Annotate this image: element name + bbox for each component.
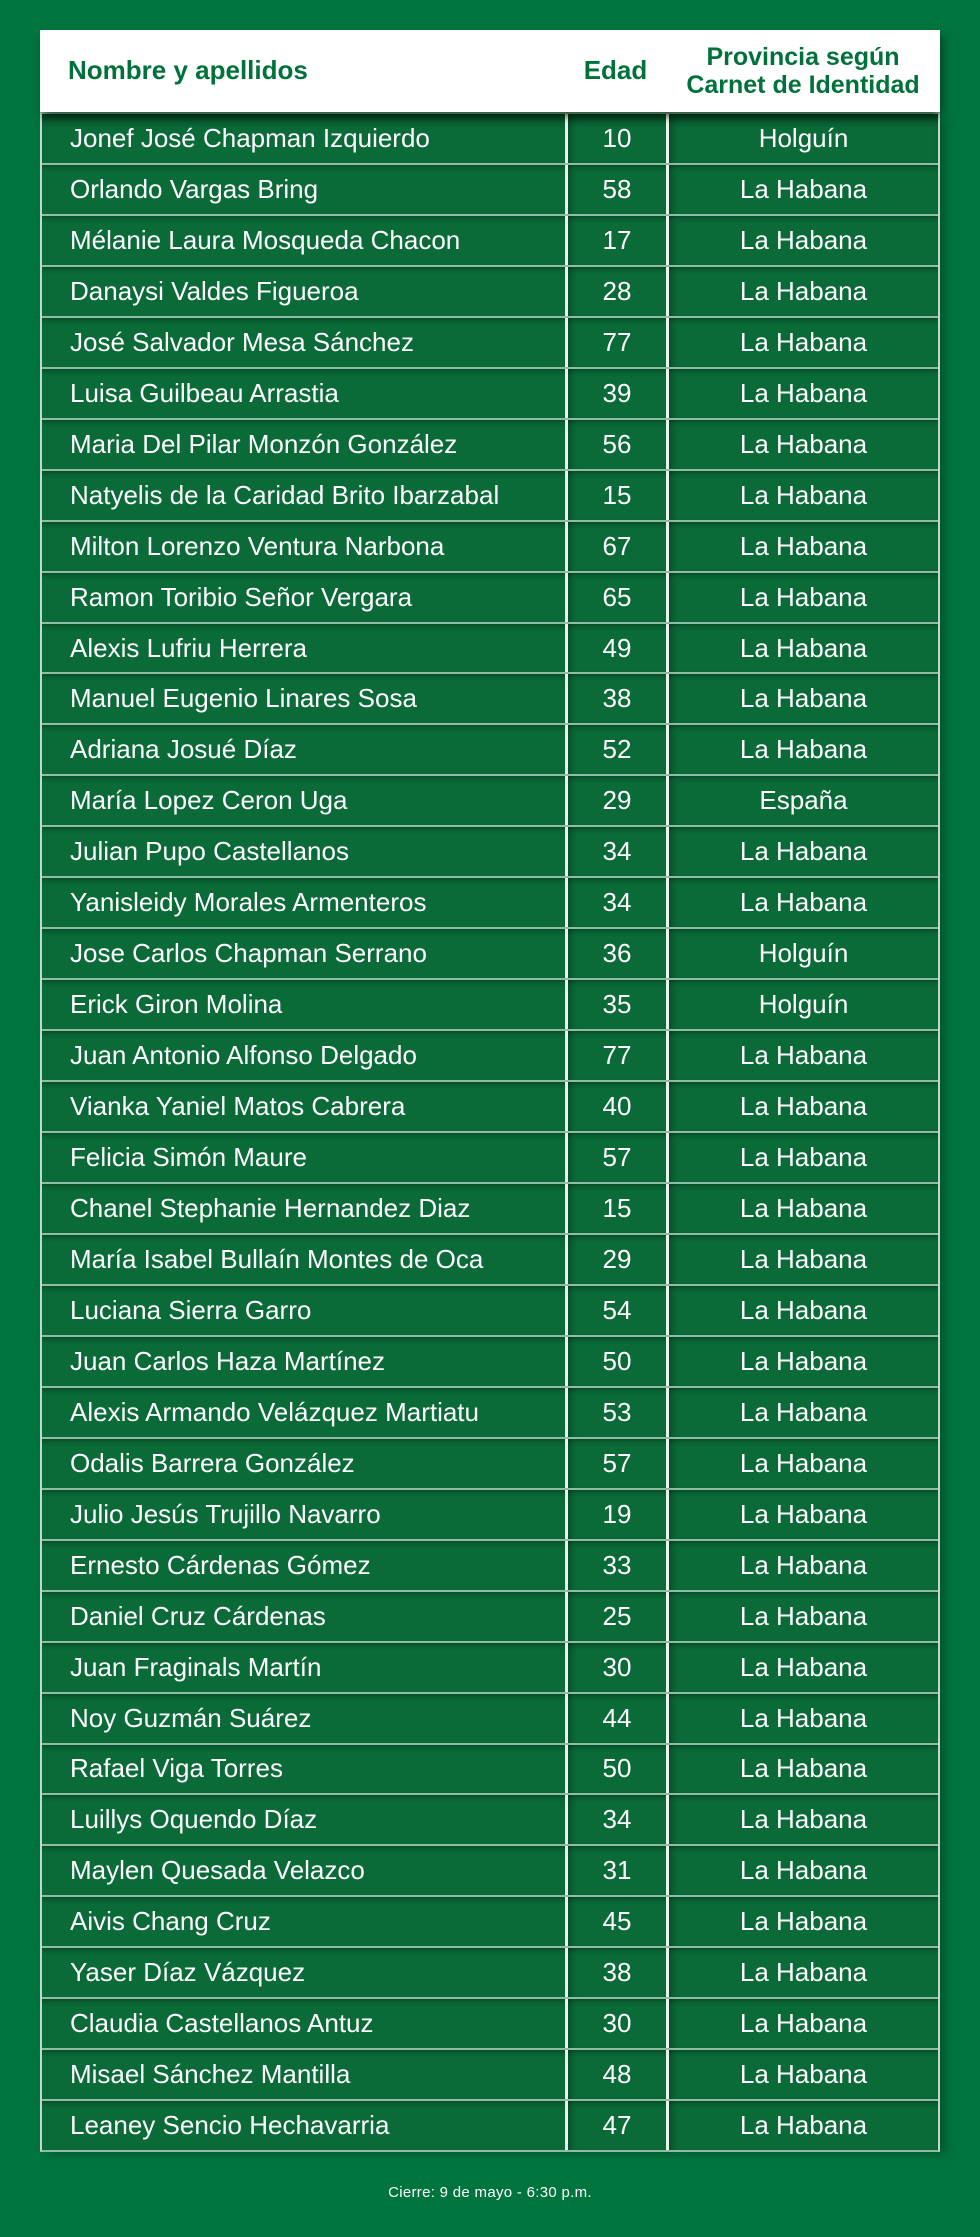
age-cell: 65 bbox=[565, 573, 666, 622]
province-cell: La Habana bbox=[666, 267, 938, 316]
name-cell: Mélanie Laura Mosqueda Chacon bbox=[70, 224, 461, 255]
table-row bbox=[42, 929, 938, 980]
province-cell: La Habana bbox=[666, 1184, 938, 1233]
province-cell: La Habana bbox=[666, 318, 938, 367]
closing-note: Cierre: 9 de mayo - 6:30 p.m. bbox=[388, 2184, 592, 2201]
table-row bbox=[42, 674, 938, 725]
table-row bbox=[42, 1694, 938, 1745]
province-cell: La Habana bbox=[666, 1388, 938, 1437]
name-cell: Jose Carlos Chapman Serrano bbox=[70, 938, 427, 969]
province-cell: La Habana bbox=[666, 878, 938, 927]
province-cell: La Habana bbox=[666, 573, 938, 622]
table-row bbox=[42, 624, 938, 675]
province-cell: Holguín bbox=[666, 114, 938, 163]
name-cell: Maria Del Pilar Monzón González bbox=[70, 428, 458, 459]
age-cell: 35 bbox=[565, 980, 666, 1029]
province-cell: La Habana bbox=[666, 471, 938, 520]
age-cell: 15 bbox=[565, 471, 666, 520]
name-cell: Alexis Lufriu Herrera bbox=[70, 632, 307, 663]
age-cell: 57 bbox=[565, 1439, 666, 1488]
age-cell: 50 bbox=[565, 1745, 666, 1794]
age-cell: 38 bbox=[565, 674, 666, 723]
table-row bbox=[42, 420, 938, 471]
province-cell: La Habana bbox=[666, 420, 938, 469]
table-row bbox=[42, 980, 938, 1031]
table-row bbox=[42, 878, 938, 929]
age-cell: 50 bbox=[565, 1337, 666, 1386]
name-cell: Chanel Stephanie Hernandez Diaz bbox=[70, 1192, 471, 1223]
age-cell: 19 bbox=[565, 1490, 666, 1539]
table-header bbox=[40, 30, 940, 112]
age-cell: 31 bbox=[565, 1846, 666, 1895]
province-cell: La Habana bbox=[666, 1082, 938, 1131]
province-cell: La Habana bbox=[666, 1133, 938, 1182]
age-cell: 17 bbox=[565, 216, 666, 265]
age-cell: 34 bbox=[565, 878, 666, 927]
age-cell: 30 bbox=[565, 1999, 666, 2048]
age-cell: 34 bbox=[565, 1795, 666, 1844]
name-cell: Vianka Yaniel Matos Cabrera bbox=[70, 1091, 406, 1122]
table-row bbox=[42, 1897, 938, 1948]
province-cell: La Habana bbox=[666, 1846, 938, 1895]
table-row bbox=[42, 1031, 938, 1082]
name-cell: Juan Fraginals Martín bbox=[70, 1651, 322, 1682]
name-cell: Adriana Josué Díaz bbox=[70, 734, 297, 765]
table-row bbox=[42, 1490, 938, 1541]
header-province-column: Provincia según Carnet de Identidad bbox=[686, 43, 920, 99]
province-cell: La Habana bbox=[666, 1337, 938, 1386]
province-cell: La Habana bbox=[666, 1999, 938, 2048]
name-cell: Odalis Barrera González bbox=[70, 1447, 355, 1478]
name-cell: Noy Guzmán Suárez bbox=[70, 1702, 312, 1733]
province-cell: La Habana bbox=[666, 1897, 938, 1946]
table-row bbox=[42, 1133, 938, 1184]
table-row bbox=[42, 573, 938, 624]
province-cell: La Habana bbox=[666, 1745, 938, 1794]
name-cell: Natyelis de la Caridad Brito Ibarzabal bbox=[70, 479, 500, 510]
table-row bbox=[42, 165, 938, 216]
province-cell: La Habana bbox=[666, 1490, 938, 1539]
table-row bbox=[42, 1745, 938, 1796]
province-cell: La Habana bbox=[666, 1541, 938, 1590]
age-cell: 67 bbox=[565, 522, 666, 571]
age-cell: 38 bbox=[565, 1948, 666, 1997]
province-cell: La Habana bbox=[666, 1592, 938, 1641]
age-cell: 36 bbox=[565, 929, 666, 978]
age-cell: 49 bbox=[565, 624, 666, 673]
name-cell: Daniel Cruz Cárdenas bbox=[70, 1600, 326, 1631]
name-cell: Luisa Guilbeau Arrastia bbox=[70, 377, 339, 408]
name-cell: José Salvador Mesa Sánchez bbox=[70, 326, 414, 357]
province-cell: La Habana bbox=[666, 1286, 938, 1335]
header-age-column: Edad bbox=[583, 55, 648, 86]
province-cell: La Habana bbox=[666, 624, 938, 673]
table-row bbox=[42, 1184, 938, 1235]
province-cell: La Habana bbox=[666, 1948, 938, 1997]
age-cell: 77 bbox=[565, 318, 666, 367]
name-cell: Jonef José Chapman Izquierdo bbox=[70, 122, 430, 153]
table-row bbox=[42, 776, 938, 827]
age-cell: 29 bbox=[565, 776, 666, 825]
name-cell: Luciana Sierra Garro bbox=[70, 1294, 312, 1325]
table-row bbox=[42, 725, 938, 776]
table-row bbox=[42, 2101, 938, 2150]
name-cell: Claudia Castellanos Antuz bbox=[70, 2008, 374, 2039]
age-cell: 39 bbox=[565, 369, 666, 418]
table-row bbox=[42, 1795, 938, 1846]
name-cell: Luillys Oquendo Díaz bbox=[70, 1804, 318, 1835]
province-cell: La Habana bbox=[666, 165, 938, 214]
province-cell: La Habana bbox=[666, 1643, 938, 1692]
name-cell: Juan Antonio Alfonso Delgado bbox=[70, 1040, 417, 1071]
table-row bbox=[42, 267, 938, 318]
province-cell: La Habana bbox=[666, 1235, 938, 1284]
age-cell: 77 bbox=[565, 1031, 666, 1080]
table-row bbox=[42, 114, 938, 165]
age-cell: 58 bbox=[565, 165, 666, 214]
province-cell: España bbox=[666, 776, 938, 825]
province-cell: La Habana bbox=[666, 2101, 938, 2150]
age-cell: 53 bbox=[565, 1388, 666, 1437]
table-row bbox=[42, 1286, 938, 1337]
name-cell: Maylen Quesada Velazco bbox=[70, 1855, 365, 1886]
age-cell: 28 bbox=[565, 267, 666, 316]
age-cell: 54 bbox=[565, 1286, 666, 1335]
name-cell: Danaysi Valdes Figueroa bbox=[70, 275, 359, 306]
age-cell: 45 bbox=[565, 1897, 666, 1946]
age-cell: 52 bbox=[565, 725, 666, 774]
table-row bbox=[42, 471, 938, 522]
name-cell: Ramon Toribio Señor Vergara bbox=[70, 581, 413, 612]
name-cell: Manuel Eugenio Linares Sosa bbox=[70, 683, 417, 714]
province-cell: La Habana bbox=[666, 216, 938, 265]
province-cell: Holguín bbox=[666, 980, 938, 1029]
table-row bbox=[42, 1082, 938, 1133]
age-cell: 10 bbox=[565, 114, 666, 163]
age-cell: 48 bbox=[565, 2050, 666, 2099]
name-cell: Misael Sánchez Mantilla bbox=[70, 2059, 351, 2090]
age-cell: 33 bbox=[565, 1541, 666, 1590]
table-row bbox=[42, 369, 938, 420]
name-cell: Felicia Simón Maure bbox=[70, 1142, 307, 1173]
province-cell: La Habana bbox=[666, 827, 938, 876]
name-cell: Leaney Sencio Hechavarria bbox=[70, 2110, 390, 2141]
age-cell: 34 bbox=[565, 827, 666, 876]
name-cell: Aivis Chang Cruz bbox=[70, 1906, 271, 1937]
name-cell: Yanisleidy Morales Armenteros bbox=[70, 887, 427, 918]
table-row bbox=[42, 318, 938, 369]
name-cell: Juan Carlos Haza Martínez bbox=[70, 1345, 386, 1376]
name-cell: Orlando Vargas Bring bbox=[70, 173, 319, 204]
table-row bbox=[42, 522, 938, 573]
province-cell: La Habana bbox=[666, 1031, 938, 1080]
table-row bbox=[42, 1643, 938, 1694]
name-cell: María Lopez Ceron Uga bbox=[70, 785, 348, 816]
table-row bbox=[42, 1592, 938, 1643]
age-cell: 57 bbox=[565, 1133, 666, 1182]
table-row bbox=[42, 827, 938, 878]
header-name-column: Nombre y apellidos bbox=[68, 55, 308, 86]
name-cell: Alexis Armando Velázquez Martiatu bbox=[70, 1396, 479, 1427]
table-row bbox=[42, 1541, 938, 1592]
age-cell: 40 bbox=[565, 1082, 666, 1131]
table-row bbox=[42, 1439, 938, 1490]
name-cell: Julian Pupo Castellanos bbox=[70, 836, 349, 867]
name-cell: Milton Lorenzo Ventura Narbona bbox=[70, 530, 445, 561]
name-cell: Erick Giron Molina bbox=[70, 989, 283, 1020]
name-cell: Yaser Díaz Vázquez bbox=[70, 1957, 306, 1988]
age-cell: 25 bbox=[565, 1592, 666, 1641]
table-row bbox=[42, 1388, 938, 1439]
province-cell: La Habana bbox=[666, 522, 938, 571]
age-cell: 47 bbox=[565, 2101, 666, 2150]
province-cell: Holguín bbox=[666, 929, 938, 978]
age-cell: 56 bbox=[565, 420, 666, 469]
province-cell: La Habana bbox=[666, 674, 938, 723]
table-row bbox=[42, 1337, 938, 1388]
age-cell: 15 bbox=[565, 1184, 666, 1233]
age-cell: 44 bbox=[565, 1694, 666, 1743]
table-body bbox=[40, 112, 940, 2152]
table-row bbox=[42, 1948, 938, 1999]
table-row bbox=[42, 2050, 938, 2101]
province-cell: La Habana bbox=[666, 1694, 938, 1743]
age-cell: 29 bbox=[565, 1235, 666, 1284]
table-row bbox=[42, 1235, 938, 1286]
table-row bbox=[42, 1999, 938, 2050]
age-cell: 30 bbox=[565, 1643, 666, 1692]
name-cell: María Isabel Bullaín Montes de Oca bbox=[70, 1243, 484, 1274]
name-cell: Ernesto Cárdenas Gómez bbox=[70, 1549, 371, 1580]
province-cell: La Habana bbox=[666, 369, 938, 418]
province-cell: La Habana bbox=[666, 2050, 938, 2099]
table-row bbox=[42, 1846, 938, 1897]
table-row bbox=[42, 216, 938, 267]
name-cell: Julio Jesús Trujillo Navarro bbox=[70, 1498, 381, 1529]
province-cell: La Habana bbox=[666, 1795, 938, 1844]
province-cell: La Habana bbox=[666, 1439, 938, 1488]
name-cell: Rafael Viga Torres bbox=[70, 1753, 283, 1784]
province-cell: La Habana bbox=[666, 725, 938, 774]
